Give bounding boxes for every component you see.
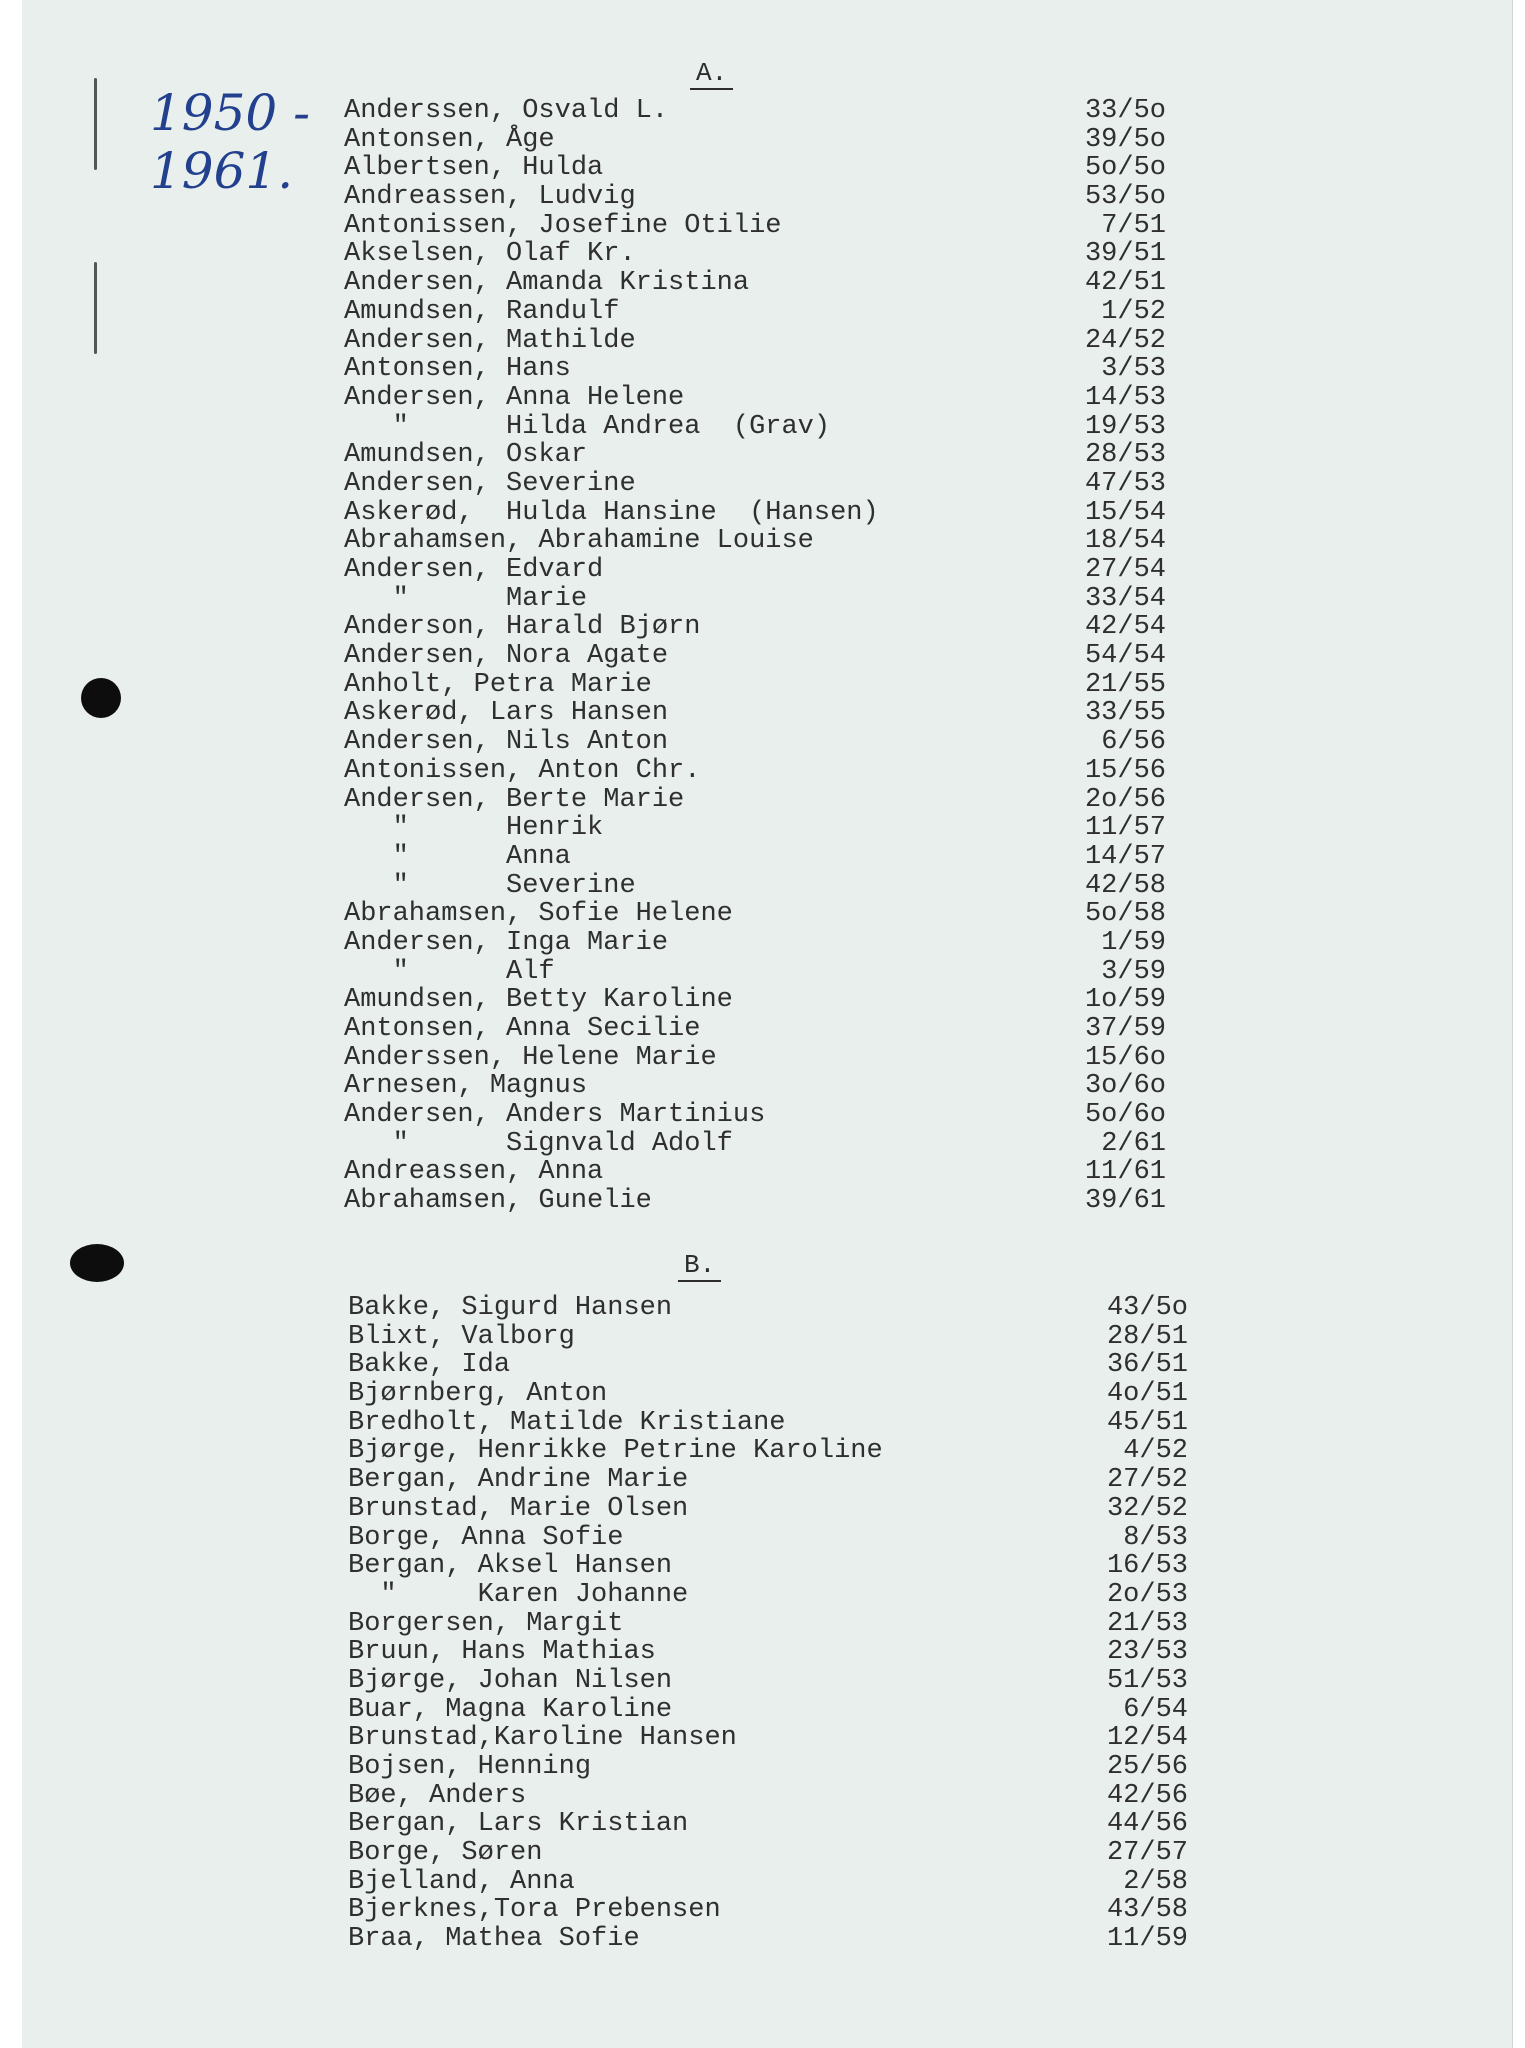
index-entry (344, 1044, 1174, 1073)
entry-name: Anholt, Petra Marie (344, 669, 652, 700)
index-entry (348, 1294, 1188, 1323)
index-entry (344, 1072, 1174, 1101)
index-entry (348, 1466, 1188, 1495)
index-entry (344, 900, 1174, 929)
entry-reference: 21/55 (1084, 669, 1166, 700)
punch-hole-upper (81, 678, 121, 718)
entry-name: Braa, Mathea Sofie (348, 1924, 640, 1955)
entry-reference: 12/54 (1106, 1723, 1188, 1754)
margin-mark-middle (94, 262, 97, 354)
index-entry (348, 1696, 1188, 1725)
index-entry (344, 814, 1174, 843)
entry-name: Albertsen, Hulda (344, 153, 604, 184)
index-entry (348, 1581, 1188, 1610)
entry-name: Askerød, Hulda Hansine (Hansen) (344, 497, 879, 528)
entry-name: Arnesen, Magnus (344, 1071, 588, 1102)
entry-reference: 27/52 (1106, 1465, 1188, 1496)
entry-name: Antonsen, Hans (344, 354, 571, 385)
entry-reference: 27/54 (1084, 555, 1166, 585)
entry-reference: 4/52 (1123, 1436, 1188, 1467)
margin-mark-top (94, 78, 97, 170)
entry-name: Andersen, Mathilde (344, 325, 636, 356)
section-b-heading: B. (678, 1250, 721, 1282)
entry-reference: 32/52 (1106, 1493, 1188, 1524)
index-entry (344, 929, 1174, 958)
index-entry (348, 1868, 1188, 1897)
entry-name: Amundsen, Oskar (344, 440, 588, 471)
entry-reference: 42/54 (1084, 612, 1166, 643)
entry-reference: 33/54 (1084, 583, 1166, 614)
index-entry (348, 1351, 1188, 1380)
entry-reference: 42/58 (1084, 870, 1166, 901)
entry-reference: 11/59 (1106, 1924, 1188, 1955)
entry-name: Bjerknes,Tora Prebensen (348, 1895, 721, 1926)
entry-reference: 1o/59 (1084, 985, 1166, 1016)
index-entry (348, 1610, 1188, 1639)
index-entry (344, 97, 1174, 126)
entry-name: Anderssen, Helene Marie (344, 1042, 717, 1073)
index-entry (344, 527, 1174, 556)
entry-reference: 39/61 (1084, 1186, 1166, 1217)
entry-name: Bakke, Ida (348, 1350, 511, 1381)
index-entry (344, 843, 1174, 872)
entry-reference: 1/59 (1101, 927, 1166, 958)
index-entry (344, 642, 1174, 671)
entry-reference: 14/57 (1084, 841, 1166, 872)
entry-name: Abrahamsen, Gunelie (344, 1186, 652, 1217)
entry-name: Abrahamsen, Sofie Helene (344, 899, 733, 930)
entry-reference: 51/53 (1106, 1665, 1188, 1696)
index-entry (344, 269, 1174, 298)
entry-reference: 5o/5o (1084, 153, 1166, 184)
entry-name: Andersen, Severine (344, 468, 636, 499)
entry-name: Bjørge, Henrikke Petrine Karoline (348, 1436, 883, 1467)
entry-reference: 33/5o (1084, 96, 1166, 126)
index-entry (348, 1667, 1188, 1696)
index-entry (344, 154, 1174, 183)
entry-name: Andersen, Anna Helene (344, 382, 685, 413)
index-entry (348, 1409, 1188, 1438)
entry-reference: 2o/53 (1106, 1579, 1188, 1610)
entry-name: Bjelland, Anna (348, 1866, 575, 1897)
index-entry (348, 1524, 1188, 1553)
entry-reference: 25/56 (1106, 1752, 1188, 1782)
entry-name: Andreassen, Anna (344, 1157, 604, 1188)
entry-reference: 23/53 (1106, 1637, 1188, 1668)
index-entry (344, 699, 1174, 728)
entry-name: Antonissen, Josefine Otilie (344, 210, 782, 241)
index-entry (344, 212, 1174, 241)
index-entry (344, 413, 1174, 442)
entry-name: Bakke, Sigurd Hansen (348, 1293, 673, 1323)
entry-name: Amundsen, Randulf (344, 296, 620, 327)
entry-name: Andersen, Inga Marie (344, 927, 669, 958)
handwritten-date-range (150, 84, 310, 200)
section-a-list (344, 97, 1174, 1216)
entry-name: Bergan, Aksel Hansen (348, 1551, 673, 1582)
entry-name: Anderson, Harald Bjørn (344, 612, 701, 643)
index-entry (344, 1015, 1174, 1044)
entry-reference: 15/56 (1084, 755, 1166, 786)
entry-reference: 2o/56 (1084, 784, 1166, 815)
entry-name: Buar, Magna Karoline (348, 1694, 673, 1725)
entry-reference: 5o/58 (1084, 899, 1166, 930)
index-entry (344, 958, 1174, 987)
entry-reference: 11/61 (1084, 1157, 1166, 1188)
section-a-heading: A. (690, 58, 733, 90)
index-entry (348, 1896, 1188, 1925)
entry-reference: 28/53 (1084, 440, 1166, 471)
index-entry (344, 470, 1174, 499)
index-entry (344, 441, 1174, 470)
index-entry (344, 499, 1174, 528)
entry-reference: 42/56 (1106, 1780, 1188, 1811)
index-entry (344, 327, 1174, 356)
index-entry (348, 1753, 1188, 1782)
entry-reference: 36/51 (1106, 1350, 1188, 1381)
entry-name: " Signvald Adolf (344, 1128, 733, 1159)
entry-name: Akselsen, Olaf Kr. (344, 239, 636, 270)
entry-name: Andersen, Nora Agate (344, 641, 669, 672)
entry-name: Antonsen, Åge (344, 124, 555, 155)
entry-reference: 53/5o (1084, 182, 1166, 213)
entry-reference: 14/53 (1084, 382, 1166, 413)
index-entry (344, 298, 1174, 327)
entry-name: " Marie (344, 583, 588, 614)
entry-reference: 11/57 (1084, 813, 1166, 844)
index-entry (348, 1437, 1188, 1466)
entry-name: Borge, Søren (348, 1838, 543, 1869)
entry-reference: 16/53 (1106, 1551, 1188, 1582)
index-entry (344, 240, 1174, 269)
index-entry (344, 671, 1174, 700)
entry-name: " Henrik (344, 813, 604, 844)
entry-reference: 3/59 (1101, 956, 1166, 987)
index-entry (344, 1101, 1174, 1130)
entry-name: Andersen, Berte Marie (344, 784, 685, 815)
index-entry (348, 1380, 1188, 1409)
index-entry (344, 786, 1174, 815)
entry-name: Anderssen, Osvald L. (344, 96, 669, 126)
entry-reference: 15/54 (1084, 497, 1166, 528)
entry-name: Borgersen, Margit (348, 1608, 624, 1639)
entry-name: Antonsen, Anna Secilie (344, 1014, 701, 1044)
entry-reference: 33/55 (1084, 698, 1166, 729)
entry-name: Brunstad,Karoline Hansen (348, 1723, 737, 1754)
entry-reference: 15/6o (1084, 1042, 1166, 1073)
entry-name: Borge, Anna Sofie (348, 1522, 624, 1553)
index-entry (348, 1323, 1188, 1352)
entry-name: " Hilda Andrea (Grav) (344, 411, 831, 442)
index-entry (344, 126, 1174, 155)
entry-name: Bojsen, Henning (348, 1752, 592, 1782)
index-entry (344, 1130, 1174, 1159)
entry-reference: 2/58 (1123, 1866, 1188, 1897)
entry-name: Bergan, Lars Kristian (348, 1809, 689, 1840)
entry-reference: 42/51 (1084, 268, 1166, 299)
index-entry (348, 1724, 1188, 1753)
entry-name: " Karen Johanne (348, 1579, 689, 1610)
entry-name: Amundsen, Betty Karoline (344, 985, 733, 1016)
entry-reference: 8/53 (1123, 1522, 1188, 1553)
index-entry (348, 1925, 1188, 1954)
index-entry (344, 1187, 1174, 1216)
index-entry (348, 1810, 1188, 1839)
entry-reference: 19/53 (1084, 411, 1166, 442)
index-entry (344, 728, 1174, 757)
index-entry (344, 872, 1174, 901)
index-entry (344, 556, 1174, 585)
index-entry (344, 384, 1174, 413)
entry-name: Bjørge, Johan Nilsen (348, 1665, 673, 1696)
entry-reference: 44/56 (1106, 1809, 1188, 1840)
index-entry (348, 1495, 1188, 1524)
entry-reference: 24/52 (1084, 325, 1166, 356)
entry-name: Andersen, Anders Martinius (344, 1100, 766, 1131)
entry-reference: 37/59 (1084, 1014, 1166, 1044)
entry-reference: 5o/6o (1084, 1100, 1166, 1131)
index-entry (344, 1158, 1174, 1187)
entry-name: Antonissen, Anton Chr. (344, 755, 701, 786)
entry-reference: 27/57 (1106, 1838, 1188, 1869)
index-entry (348, 1839, 1188, 1868)
entry-name: Abrahamsen, Abrahamine Louise (344, 526, 814, 557)
entry-reference: 54/54 (1084, 641, 1166, 672)
entry-name: Andersen, Edvard (344, 555, 604, 585)
entry-reference: 43/58 (1106, 1895, 1188, 1926)
entry-name: " Alf (344, 956, 555, 987)
entry-name: Andersen, Nils Anton (344, 727, 669, 758)
entry-reference: 47/53 (1084, 468, 1166, 499)
entry-reference: 39/51 (1084, 239, 1166, 270)
index-entry (344, 183, 1174, 212)
entry-reference: 1/52 (1101, 296, 1166, 327)
entry-name: Brunstad, Marie Olsen (348, 1493, 689, 1524)
entry-name: Askerød, Lars Hansen (344, 698, 669, 729)
index-entry (348, 1638, 1188, 1667)
entry-reference: 3o/6o (1084, 1071, 1166, 1102)
punch-hole-lower (70, 1244, 124, 1282)
entry-reference: 3/53 (1101, 354, 1166, 385)
index-entry (344, 757, 1174, 786)
entry-reference: 4o/51 (1106, 1379, 1188, 1410)
entry-name: Bruun, Hans Mathias (348, 1637, 656, 1668)
entry-reference: 2/61 (1101, 1128, 1166, 1159)
entry-name: " Severine (344, 870, 636, 901)
entry-reference: 21/53 (1106, 1608, 1188, 1639)
index-entry (348, 1552, 1188, 1581)
entry-reference: 7/51 (1101, 210, 1166, 241)
handwritten-start-year: 1950 - (150, 84, 311, 142)
index-entry (344, 585, 1174, 614)
entry-name: " Anna (344, 841, 571, 872)
entry-reference: 18/54 (1084, 526, 1166, 557)
entry-name: Andersen, Amanda Kristina (344, 268, 750, 299)
entry-reference: 28/51 (1106, 1321, 1188, 1352)
entry-name: Bøe, Anders (348, 1780, 527, 1811)
entry-reference: 6/54 (1123, 1694, 1188, 1725)
entry-name: Blixt, Valborg (348, 1321, 575, 1352)
entry-reference: 39/5o (1084, 124, 1166, 155)
index-entry (344, 613, 1174, 642)
section-b-list (348, 1294, 1188, 1954)
index-entry (348, 1782, 1188, 1811)
entry-name: Bergan, Andrine Marie (348, 1465, 689, 1496)
entry-reference: 45/51 (1106, 1407, 1188, 1438)
entry-name: Bjørnberg, Anton (348, 1379, 608, 1410)
entry-name: Bredholt, Matilde Kristiane (348, 1407, 786, 1438)
index-entry (344, 986, 1174, 1015)
document-page (22, 0, 1513, 2048)
entry-reference: 43/5o (1106, 1293, 1188, 1323)
entry-reference: 6/56 (1101, 727, 1166, 758)
index-entry (344, 355, 1174, 384)
entry-name: Andreassen, Ludvig (344, 182, 636, 213)
handwritten-end-year: 1961. (150, 142, 294, 200)
